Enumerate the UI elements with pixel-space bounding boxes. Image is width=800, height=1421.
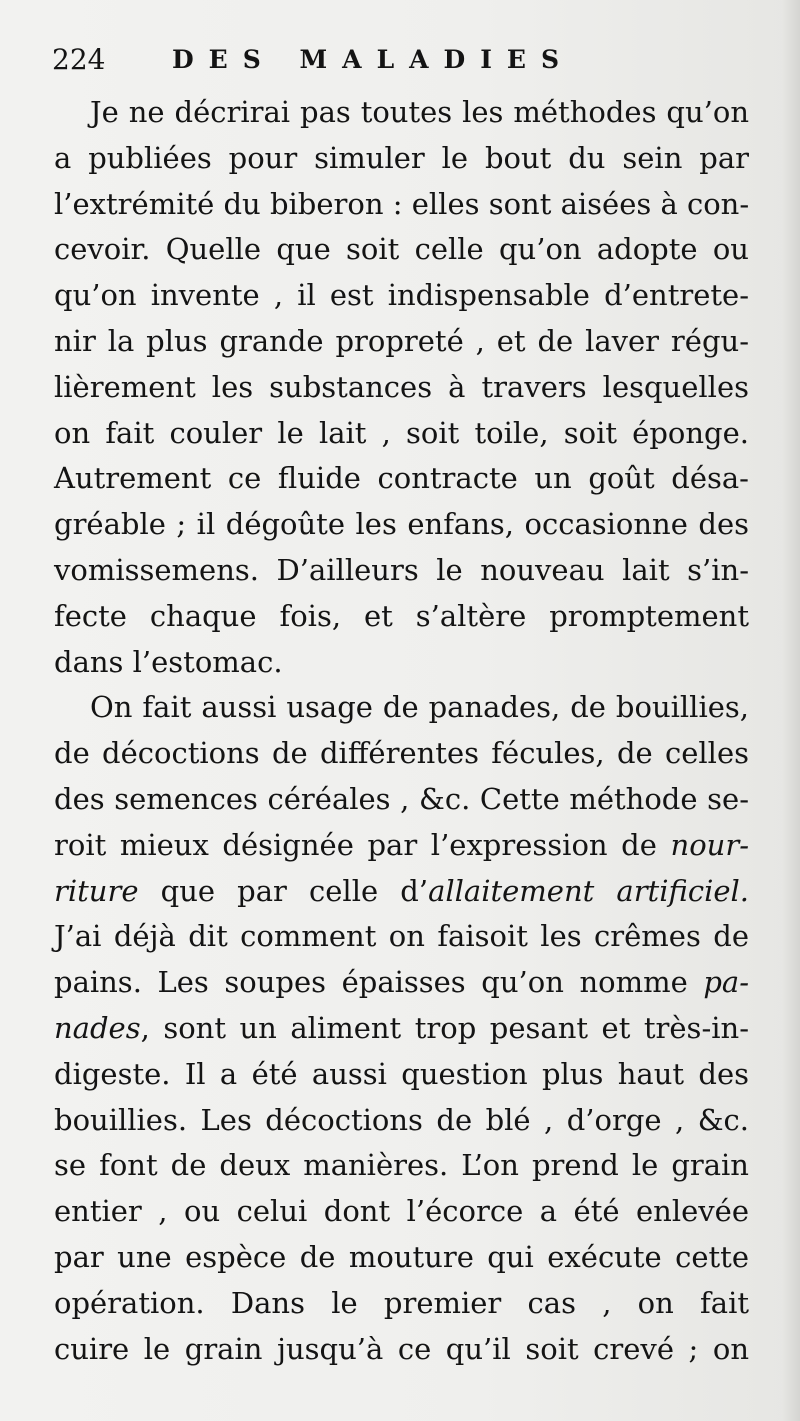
text-line: Je ne décrirai pas toutes les méthodes qu’on [90,95,749,129]
text-line: de décoctions de différentes fécules, de celles [54,736,749,771]
text-line: on fait couler le lait , soit toile, soit éponge. [54,415,749,450]
text-line: On fait aussi usage de panades, de bouillies, [90,690,749,725]
text-line: nir la plus grande propreté , et de laver régu- [54,323,749,358]
text-segment: pains. Les soupes épaisses qu’on nomme [54,965,688,1000]
text-line: dans l’estomac. [54,644,283,679]
text-line: vomissemens. D’ailleurs le nouveau lait s’in- [54,552,749,587]
text-line-mixed [54,960,749,1006]
text-line: par une espèce de mouture qui exécute cette [54,1239,749,1274]
text-segment: roit mieux désignée par l’expression de [54,827,657,862]
paragraph-2 [54,685,749,1372]
running-head [52,42,752,78]
text-segment: , sont un aliment trop pesant et très-in- [140,1010,749,1045]
text-line: l’extrémité du biberon : elles sont aisées à con- [54,186,750,221]
text-line: a publiées pour simuler le bout du sein par [54,140,749,175]
text-line: se font de deux manières. L’on prend le grain [54,1148,749,1183]
italic-term: nour- [670,827,749,862]
text-line-mixed [54,823,749,869]
text-line: digeste. Il a été aussi question plus haut des [54,1056,749,1091]
text-line: cevoir. Quelle que soit celle qu’on adopte ou [54,232,749,267]
text-line: bouillies. Les décoctions de blé , d’orge , &c. [54,1102,749,1137]
italic-term: pa- [703,965,750,1000]
text-line: qu’on invente , il est indispensable d’entrete- [54,278,749,313]
text-segment: que par celle d’ [160,873,429,908]
italic-term: allaitement artificiel. [428,873,750,908]
italic-term: nades [54,1010,141,1045]
running-title: DES MALADIES [172,45,575,74]
text-line: Autrement ce fluide contracte un goût désa- [54,461,749,496]
text-line: des semences céréales , &c. Cette méthode se- [54,781,749,816]
text-line: fecte chaque fois, et s’altère promptement [54,598,749,633]
text-line: opération. Dans le premier cas , on fait [54,1285,749,1320]
text-line: entier , ou celui dont l’écorce a été enlevée [54,1194,749,1229]
text-line-mixed [54,1006,749,1052]
text-line: J’ai déjà dit comment on faisoit les crêmes de [54,919,749,954]
body-text [54,90,749,1372]
text-line: cuire le grain jusqu’à ce qu’il soit crevé ; on [54,1331,749,1366]
paragraph-1 [54,90,749,685]
text-line: gréable ; il dégoûte les enfans, occasionne des [54,507,749,542]
page-number: 224 [52,43,106,76]
text-line-mixed [54,869,749,915]
italic-term: riture [54,873,139,908]
text-line: lièrement les substances à travers lesquelles [54,369,749,404]
